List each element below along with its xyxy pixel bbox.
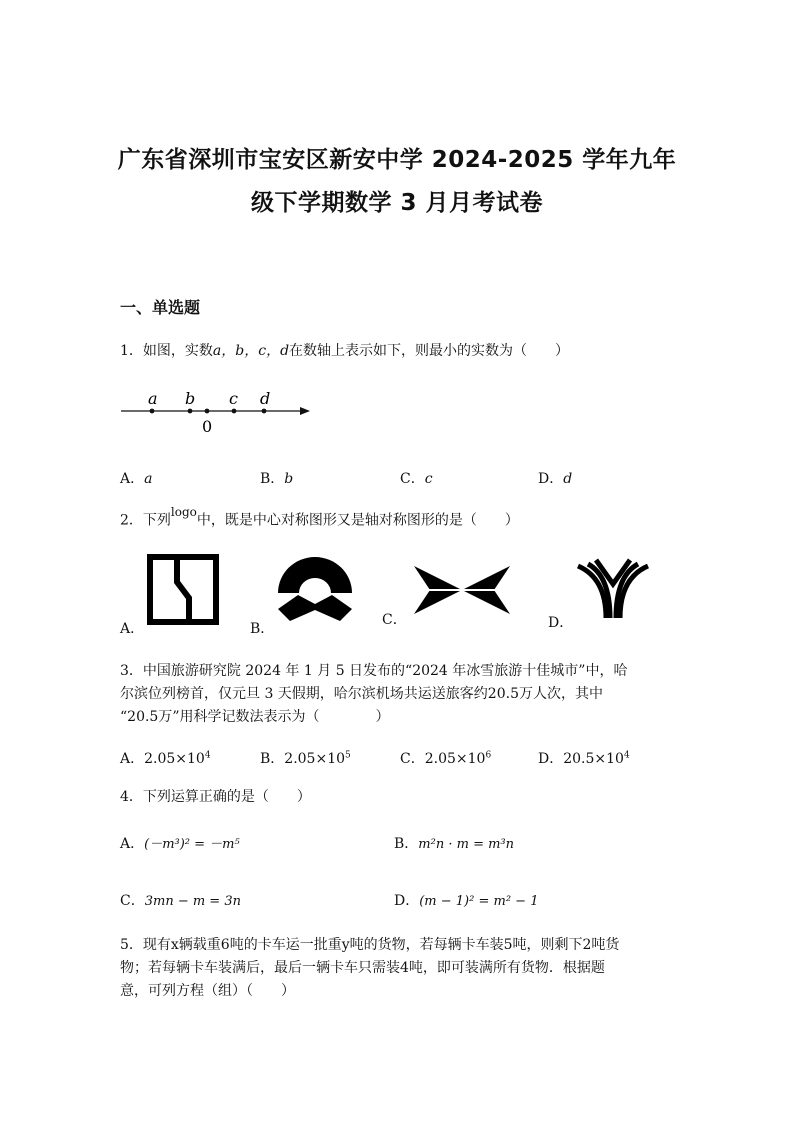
point-d: [262, 409, 267, 414]
q3-line-3: “20.5万”用科学记数法表示为（ ）: [120, 709, 390, 725]
q5-line-1: 5．现有x辆载重6吨的卡车运一批重y吨的货物，若每辆卡车装5吨，则剩下2吨货: [120, 937, 620, 953]
label-a: a: [148, 389, 158, 408]
point-zero: [205, 409, 210, 414]
q3-line-1: 3．中国旅游研究院 2024 年 1 月 5 日发布的“2024 年冰雪旅游十佳城市”中，哈: [120, 663, 628, 679]
point-a: [150, 409, 155, 414]
point-b: [188, 409, 193, 414]
question-4-stem: 4．下列运算正确的是（ ）: [120, 789, 311, 805]
section-heading: 一、单选题: [120, 298, 201, 317]
q2-stem-before: 2．下列: [120, 512, 171, 529]
question-1-stem: [120, 340, 680, 363]
title-line-1: 广东省深圳市宝安区新安中学 2024-2025 学年九年: [117, 147, 677, 173]
q2-option-a-label[interactable]: A．: [120, 621, 145, 637]
q4-option-d[interactable]: D．(m − 1)² = m² − 1: [394, 893, 539, 909]
q1-stem-before: 1．如图，实数: [120, 343, 213, 359]
q3-line-2: 尔滨位列榜首，仅元旦 3 天假期，哈尔滨机场共运送旅客约20.5万人次，其中: [120, 686, 603, 702]
q2-option-d-label[interactable]: D．: [548, 615, 574, 631]
point-c: [232, 409, 237, 414]
q5-line-2: 物；若每辆卡车装满后，最后一辆卡车只需装4吨，即可装满所有货物．根据题: [120, 960, 605, 976]
q4-option-c[interactable]: C．3mn − m = 3n: [120, 893, 241, 909]
question-2-stem: [120, 504, 680, 533]
label-d: d: [260, 389, 271, 408]
q1-option-a[interactable]: A．a: [120, 471, 153, 487]
label-c: c: [229, 389, 238, 408]
q2-logo-word: logo: [170, 505, 197, 519]
q1-option-d[interactable]: D．d: [538, 471, 573, 487]
logo-d-icon[interactable]: [574, 558, 652, 624]
number-line-figure: [115, 384, 315, 440]
q1-option-b[interactable]: B．b: [260, 471, 294, 487]
q3-option-d[interactable]: D．$20.5\times 10^4$: [538, 750, 630, 767]
q3-option-c[interactable]: C．$2.05\times 10^6$: [400, 750, 492, 767]
q3-option-b[interactable]: B．$2.05\times 10^5$: [260, 750, 351, 767]
question-3-stem: [120, 660, 680, 729]
logo-c-icon[interactable]: [412, 562, 512, 618]
q4-option-a[interactable]: A．(－m³)² = －m⁵: [120, 836, 240, 852]
logo-b-icon[interactable]: [276, 555, 354, 623]
q2-option-c-label[interactable]: C．: [382, 612, 407, 628]
q5-line-3: 意，可列方程（组）（ ）: [120, 983, 295, 999]
q3-option-a[interactable]: A．$2.05\times 10^4$: [120, 750, 211, 767]
label-b: b: [185, 389, 196, 408]
label-zero: 0: [202, 417, 213, 436]
question-5-stem: [120, 934, 680, 1003]
title-line-2: 级下学期数学 3 月月考试卷: [250, 190, 544, 216]
q1-option-c[interactable]: C．c: [400, 471, 433, 487]
q1-stem-after: 在数轴上表示如下，则最小的实数为（ ）: [289, 343, 570, 359]
number-line-arrow-icon: [300, 407, 310, 415]
q4-option-b[interactable]: B．m²n · m = m³n: [394, 836, 515, 852]
q2-option-b-label[interactable]: B．: [250, 621, 275, 637]
logo-a-icon[interactable]: [146, 554, 220, 626]
q2-stem-after: 中，既是中心对称图形又是轴对称图形的是（ ）: [196, 512, 519, 529]
q1-vars: a，b，c，d: [212, 343, 290, 359]
